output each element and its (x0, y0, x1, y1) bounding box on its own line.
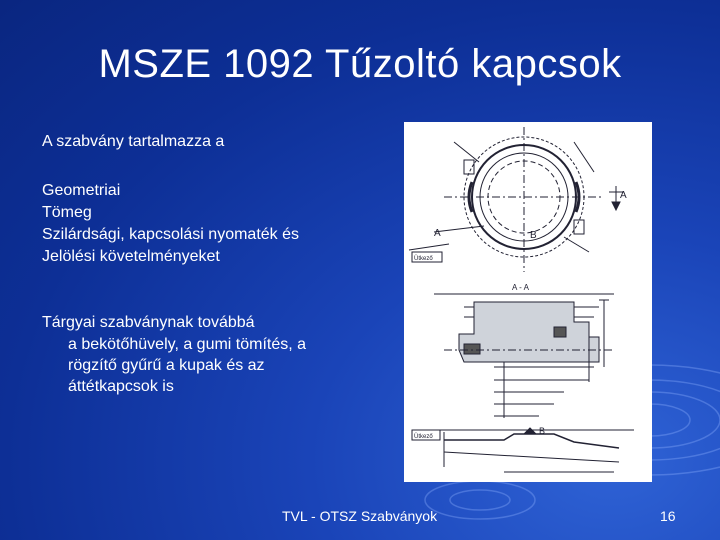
technical-drawing (404, 122, 652, 482)
paragraph-line: áttétkapcsok is (68, 378, 174, 395)
page-number: 16 (660, 508, 676, 524)
point-label-b: B (530, 230, 537, 241)
list-item: Jelölési követelményeket (42, 248, 220, 265)
slide-title: MSZE 1092 Tűzoltó kapcsok (98, 42, 622, 86)
paragraph-line: rögzítő gyűrű a kupak és az (68, 357, 265, 374)
scope-paragraph (42, 312, 372, 397)
section-label-a-right: A (620, 190, 627, 201)
lower-point-label-b: B (539, 426, 546, 436)
paragraph-line: a bekötőhüvely, a gumi tömítés, a (68, 336, 307, 353)
stop-tag-top: Ütkező (414, 256, 433, 262)
section-label-aa: A - A (512, 283, 529, 292)
coupling-drawing-svg (404, 122, 652, 482)
section-label-a-left: A (434, 228, 441, 239)
list-item: Szilárdsági, kapcsolási nyomaték és (42, 226, 300, 243)
requirements-list (42, 180, 299, 268)
list-item: Tömeg (42, 204, 92, 221)
list-item: Geometriai (42, 182, 121, 199)
intro-text: A szabvány tartalmazza a (42, 133, 225, 150)
footer-source: TVL - OTSZ Szabványok (282, 508, 438, 524)
stop-tag-bottom: Ütkező (414, 434, 433, 440)
paragraph-first-line: Tárgyai szabványnak továbbá (42, 314, 255, 331)
